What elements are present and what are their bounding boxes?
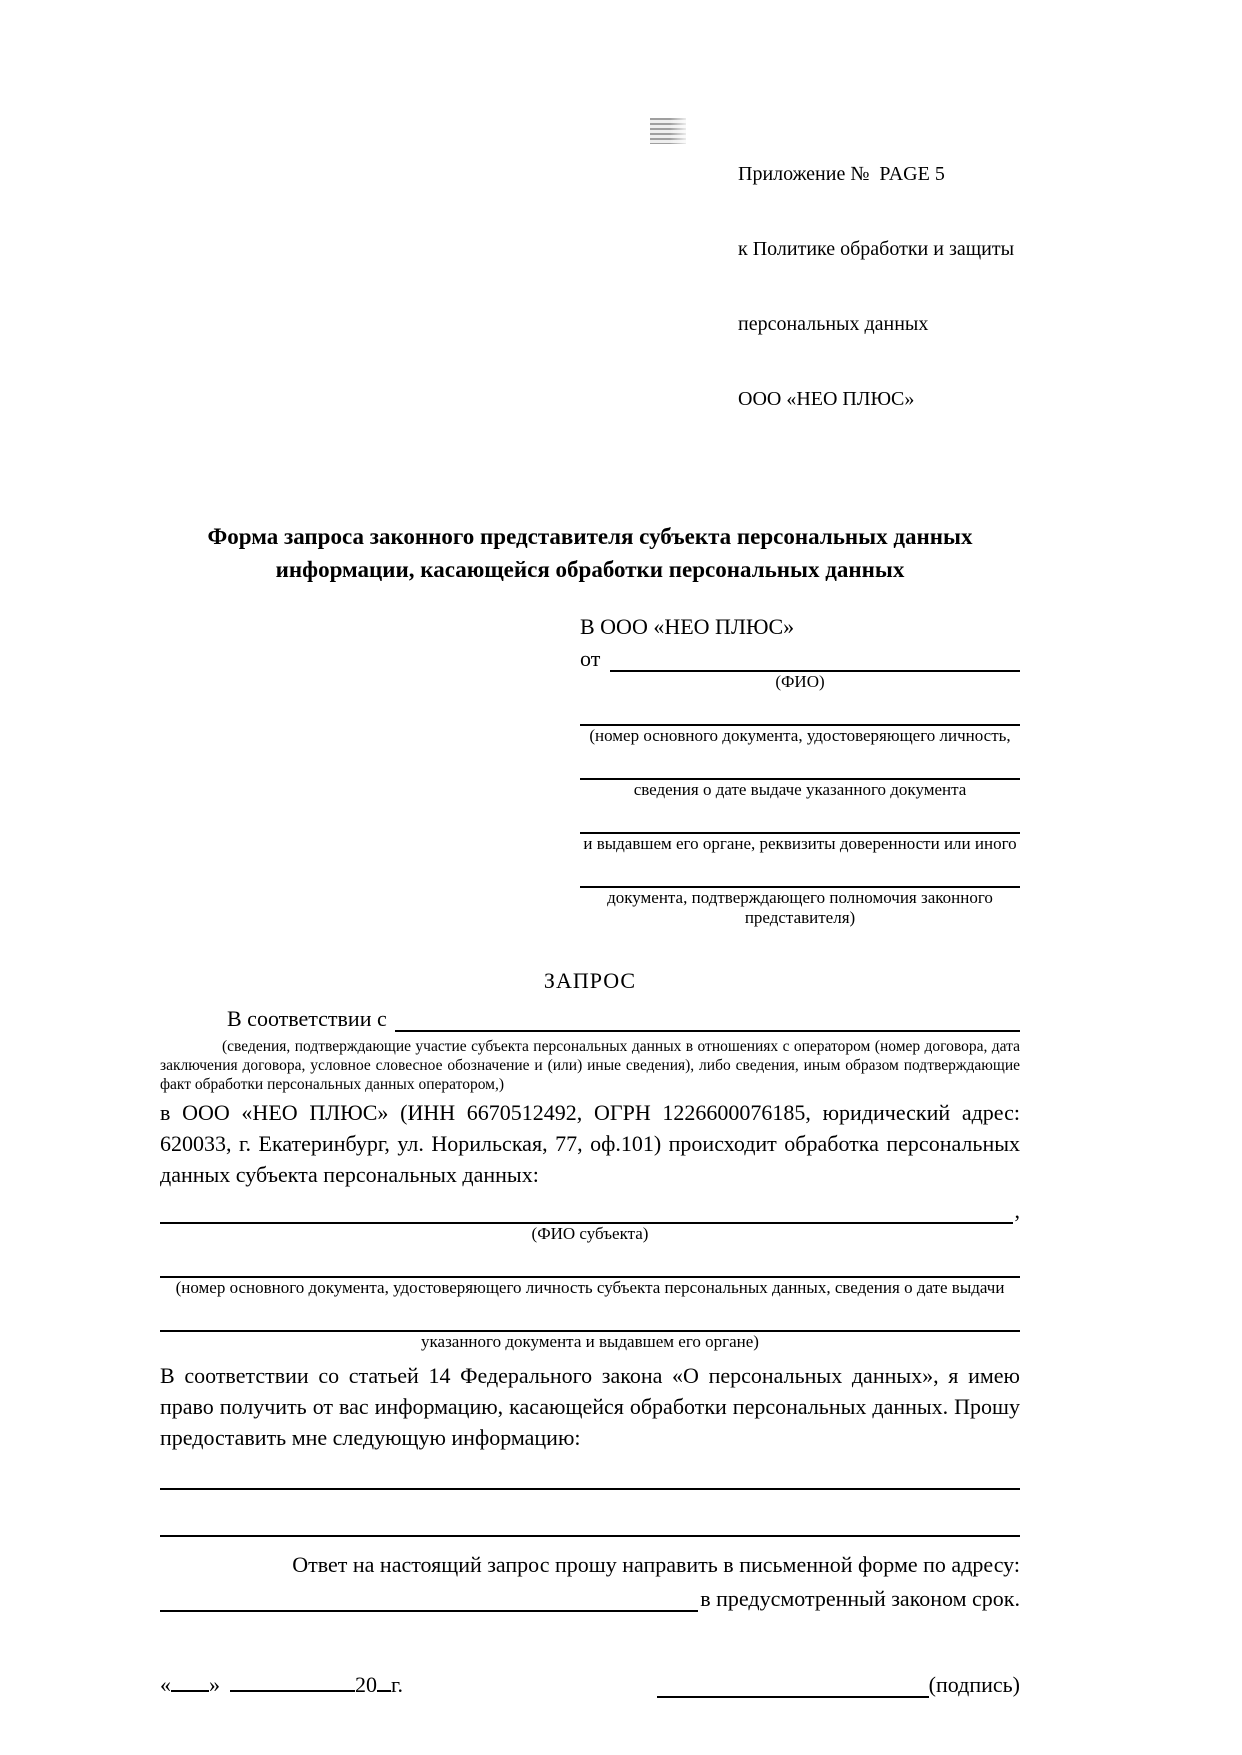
reply-instruction: Ответ на настоящий запрос прошу направить в письменной форме по адресу: [292, 1552, 1020, 1577]
appendix-line: Приложение № PAGE 5 [738, 163, 945, 185]
date-year-suffix: г. [391, 1672, 404, 1697]
doc-issuer-caption: и выдавшем его органе, реквизиты доверенности или иного [583, 834, 1017, 853]
intro-label: В соответствии с [227, 1006, 387, 1031]
doc-issuer-field-line [580, 800, 1020, 834]
doc-authority-caption: документа, подтверждающего полномочия законного представителя) [607, 888, 993, 927]
subject-doc-field-line-2 [160, 1298, 1020, 1332]
date-open-quote: « [160, 1672, 171, 1697]
operator-paragraph: в ООО «НЕО ПЛЮС» (ИНН 6670512492, ОГРН 1226600076185, юридический адрес: 620033, г. Екатеринбург, ул. Норильская, 77, оф.101) происходит обработка персональных данных субъекта персональных данных: [160, 1100, 1020, 1187]
signature-field-line [657, 1676, 929, 1698]
subject-doc-field-line-1 [160, 1244, 1020, 1278]
appendix-line: ООО «НЕО ПЛЮС» [738, 388, 915, 410]
info-blank-line-1 [160, 1453, 1020, 1490]
doc-date-caption: сведения о дате выдаче указанного документа [633, 780, 967, 799]
doc-authority-field-group [580, 854, 1020, 928]
appendix-line: к Политике обработки и защиты [738, 238, 1015, 260]
signature-field [657, 1672, 1020, 1698]
doc-authority-field-line [580, 854, 1020, 888]
law-paragraph: В соответствии со статьей 14 Федерального закона «О персональных данных», я имею право получить от вас информацию, касающейся обработки персональных данных. Прошу предоставить мне следующую информацию: [160, 1363, 1020, 1450]
doc-date-field-group [580, 746, 1020, 800]
info-blank-line-2 [160, 1490, 1020, 1537]
date-field [160, 1670, 403, 1698]
date-day-field-line [171, 1670, 209, 1692]
form-title-line1: Форма запроса законного представителя субъекта персональных данных [207, 524, 973, 549]
reply-instruction-suffix: в предусмотренный законом срок. [700, 1586, 1020, 1611]
from-field-row [580, 642, 1020, 672]
subject-doc-field-group-2 [160, 1298, 1020, 1352]
appendix-header [738, 0, 1020, 462]
subject-doc-field-group-1 [160, 1244, 1020, 1298]
addressee-to: В ООО «НЕО ПЛЮС» [580, 614, 795, 639]
from-label: от [580, 646, 601, 671]
addressee-block [580, 612, 1020, 928]
subject-doc-caption-2: указанного документа и выдавшем его органе) [421, 1332, 759, 1351]
doc-number-caption: (номер основного документа, удостоверяющего личность, [589, 726, 1011, 745]
embedded-object-icon [650, 118, 686, 144]
date-signature-row [160, 1670, 1020, 1698]
date-year-field-line [377, 1670, 391, 1692]
doc-issuer-field-group [580, 800, 1020, 854]
intro-field-row [160, 1000, 1020, 1032]
request-heading: ЗАПРОС [543, 968, 637, 993]
intro-field-line [395, 1029, 1020, 1032]
form-title-line2: информации, касающейся обработки персональных данных [275, 557, 905, 582]
doc-number-field-group [580, 692, 1020, 746]
reply-address-field-line [160, 1609, 698, 1612]
subject-fio-caption: (ФИО субъекта) [531, 1224, 649, 1243]
doc-number-field-line [580, 692, 1020, 726]
form-title [160, 520, 1020, 586]
fio-caption: (ФИО) [775, 672, 825, 691]
date-close-quote: » [209, 1672, 220, 1697]
signature-caption: (подпись) [928, 1672, 1020, 1697]
subject-doc-caption-1: (номер основного документа, удостоверяющего личность субъекта персональных данных, сведения о дате выдачи [175, 1278, 1005, 1297]
reply-address-field-row [160, 1580, 1020, 1612]
subject-fio-comma: , [1014, 1198, 1020, 1223]
date-year-prefix: 20 [355, 1672, 377, 1697]
appendix-line: персональных данных [738, 313, 929, 335]
date-month-field-line [230, 1670, 355, 1692]
subject-fio-field-row [160, 1190, 1020, 1224]
doc-date-field-line [580, 746, 1020, 780]
intro-caption: (сведения, подтверждающие участие субъекта персональных данных в отношениях с оператором (номер договора, дата заключения договора, условное словесное обозначение и (или) иные сведения), либо сведения, иным образом подтверждающие факт обработки персональных данных оператором,) [160, 1038, 1020, 1093]
